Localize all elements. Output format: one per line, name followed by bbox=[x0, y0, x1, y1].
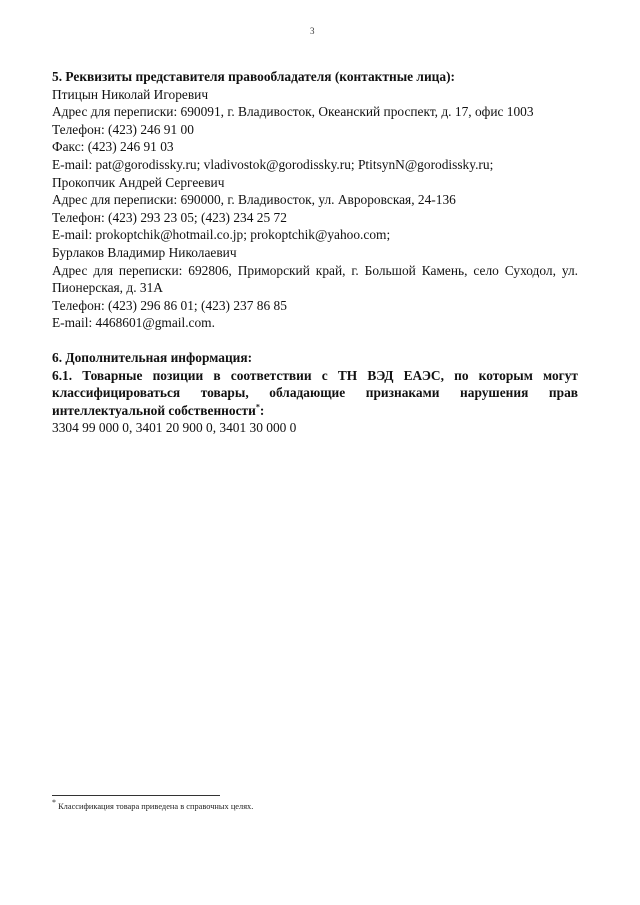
document-body bbox=[52, 68, 578, 437]
contact-1-phone: Телефон: (423) 246 91 00 bbox=[52, 121, 194, 137]
contact-3-address: Адрес для переписки: 692806, Приморский край, г. Большой Камень, село Суходол, ул. Пионерская, д. 31А bbox=[52, 262, 578, 296]
contact-1-name: Птицын Николай Игоревич bbox=[52, 86, 209, 102]
footnote-text: Классификация товара приведена в справочных целях. bbox=[58, 802, 254, 811]
contact-1-fax: Факс: (423) 246 91 03 bbox=[52, 139, 174, 155]
contact-2-address: Адрес для переписки: 690000, г. Владивосток, ул. Авроровская, 24-136 bbox=[52, 192, 456, 208]
page-number: 3 bbox=[310, 26, 315, 36]
section-6-heading: 6. Дополнительная информация: bbox=[52, 349, 253, 365]
section-6-1-text: 6.1. Товарные позиции в соответствии с ТН ВЭД ЕАЭС, по которым могут классифицироваться товары, обладающие признаками нарушения прав интеллектуальной собственности bbox=[52, 367, 578, 418]
footnote-mark-ref: * bbox=[52, 798, 56, 808]
footnote-divider bbox=[52, 795, 220, 796]
section-6-1-colon: : bbox=[259, 402, 265, 418]
section-5-heading: 5. Реквизиты представителя правообладателя (контактные лица): bbox=[52, 69, 455, 84]
contact-2-email: E-mail: prokoptchik@hotmail.co.jp; prokoptchik@yahoo.com; bbox=[52, 227, 391, 243]
footnote-mark: * bbox=[255, 402, 260, 412]
contact-3-phone: Телефон: (423) 296 86 01; (423) 237 86 85 bbox=[52, 297, 287, 313]
contact-1-address: Адрес для переписки: 690091, г. Владивосток, Океанский проспект, д. 17, офис 1003 bbox=[52, 104, 534, 120]
contact-2-name: Прокопчик Андрей Сергеевич bbox=[52, 174, 225, 190]
tnved-codes: 3304 99 000 0, 3401 20 900 0, 3401 30 000 0 bbox=[52, 420, 297, 436]
section-6-1-heading bbox=[52, 367, 578, 420]
contact-2-phone: Телефон: (423) 293 23 05; (423) 234 25 72 bbox=[52, 209, 287, 225]
footnote bbox=[52, 798, 254, 811]
contact-1-email: E-mail: pat@gorodissky.ru; vladivostok@gorodissky.ru; PtitsynN@gorodissky.ru; bbox=[52, 156, 494, 172]
contact-3-name: Бурлаков Владимир Николаевич bbox=[52, 244, 237, 260]
contact-3-email: E-mail: 4468601@gmail.com. bbox=[52, 315, 215, 331]
